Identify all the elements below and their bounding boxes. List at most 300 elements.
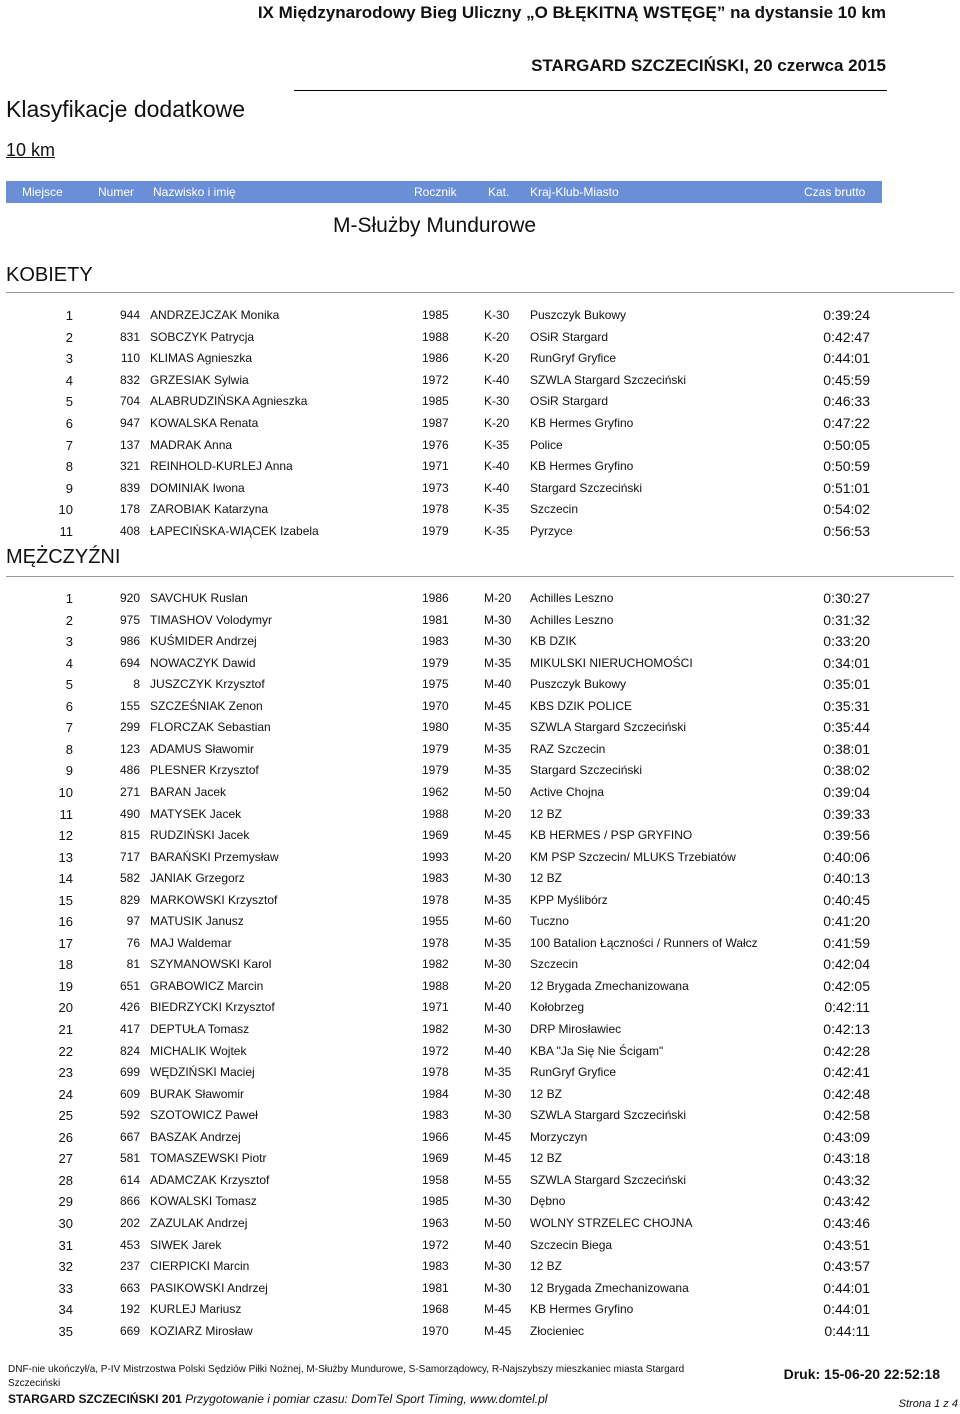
club-cell: KBA "Ja Się Nie Ścigam" [530,1043,664,1058]
year-cell: 1979 [422,524,449,538]
table-row [0,954,960,974]
club-cell: WOLNY STRZELEC CHOJNA [530,1215,693,1230]
name-cell: BURAK Sławomir [150,1086,245,1101]
place-cell: 4 [65,655,73,671]
place-cell: 19 [58,978,73,994]
name-cell: BIEDRZYCKI Krzysztof [150,1000,275,1015]
category-cell: M-35 [484,1065,512,1080]
name-cell: KOWALSKA Renata [150,416,259,430]
club-cell: 12 Brygada Zmechanizowana [530,1280,689,1295]
place-cell: 7 [65,437,73,453]
club-cell: Szczecin [530,502,579,517]
table-row [0,348,960,368]
place-cell: 13 [58,849,73,865]
place-cell: 27 [58,1151,73,1167]
year-cell: 1980 [422,720,449,735]
year-cell: 1982 [422,1022,449,1036]
place-cell: 8 [65,741,73,757]
name-cell: TOMASZEWSKI Piotr [150,1151,267,1166]
category-cell: M-50 [484,784,512,799]
name-cell: MADRAK Anna [150,437,233,452]
club-cell: SZWLA Stargard Szczeciński [530,1172,687,1187]
club-cell: 12 BZ [530,1259,563,1274]
table-row [0,1148,960,1168]
number-cell: 986 [119,634,140,649]
number-cell: 486 [119,763,140,778]
place-cell: 32 [58,1259,73,1275]
table-row [0,847,960,867]
year-cell: 1987 [422,416,449,430]
club-cell: Achilles Leszno [530,591,614,605]
footer-credits [8,1392,547,1406]
year-cell: 1976 [422,437,449,452]
club-cell: SZWLA Stargard Szczeciński [530,1108,687,1123]
place-cell: 25 [58,1108,73,1124]
table-row [0,631,960,651]
year-cell: 1962 [422,784,449,799]
name-cell: DOMINIAK Iwona [150,480,245,495]
number-cell: 178 [119,502,140,517]
number-cell: 417 [119,1022,140,1036]
table-row [0,825,960,845]
time-cell: 0:30:27 [823,590,870,606]
name-cell: NOWACZYK Dawid [150,655,256,670]
number-cell: 663 [119,1280,140,1295]
place-cell: 26 [58,1129,73,1145]
number-cell: 592 [119,1108,140,1123]
time-cell: 0:39:56 [823,827,870,844]
name-cell: ALABRUDZIŃSKA Agnieszka [150,394,308,409]
place-cell: 16 [58,914,73,930]
number-cell: 667 [119,1129,140,1144]
number-cell: 824 [119,1043,140,1058]
year-cell: 1970 [422,698,449,713]
category-cell: K-20 [484,329,510,344]
time-cell: 0:35:01 [823,676,870,693]
category-cell: M-60 [484,914,512,929]
place-cell: 10 [58,502,73,518]
club-cell: MIKULSKI NIERUCHOMOŚCI [530,655,693,670]
table-row [0,1321,960,1341]
place-cell: 17 [58,935,73,951]
place-cell: 1 [65,591,73,606]
name-cell: KURLEJ Mariusz [150,1302,242,1317]
time-cell: 0:39:33 [823,805,870,822]
club-cell: Stargard Szczeciński [530,763,643,778]
place-cell: 9 [65,480,73,496]
place-cell: 29 [58,1194,73,1210]
category-cell: M-30 [484,1259,512,1274]
number-cell: 490 [119,806,140,821]
number-cell: 614 [119,1172,140,1187]
table-row [0,610,960,630]
table-row [0,1084,960,1104]
page-number: Strona 1 z 4 [898,1398,958,1410]
category-cell: K-40 [484,459,510,474]
time-cell: 0:54:02 [823,501,870,518]
number-cell: 76 [126,935,140,950]
place-cell: 31 [58,1237,73,1253]
club-cell: KM PSP Szczecin/ MLUKS Trzebiatów [530,849,736,864]
time-cell: 0:44:11 [824,1322,870,1339]
category-cell: K-40 [484,480,510,495]
table-row [0,327,960,347]
club-cell: KB DZIK [530,634,577,649]
place-cell: 34 [58,1302,73,1318]
number-cell: 829 [119,892,140,907]
category-cell: M-30 [484,1086,512,1101]
section-women-title: KOBIETY [6,264,93,286]
club-cell: RunGryf Gryfice [530,1065,617,1080]
table-row [0,435,960,455]
name-cell: ADAMCZAK Krzysztof [150,1172,270,1187]
club-cell: Szczecin Biega [530,1237,613,1252]
place-cell: 4 [65,372,73,388]
time-cell: 0:43:09 [823,1128,870,1145]
time-cell: 0:43:51 [823,1236,870,1253]
club-cell: RAZ Szczecin [530,741,606,756]
name-cell: ŁAPECIŃSKA-WIĄCEK Izabela [150,524,319,538]
time-cell: 0:42:48 [823,1085,870,1102]
year-cell: 1973 [422,480,449,495]
table-row [0,1019,960,1039]
number-cell: 81 [126,957,140,972]
time-cell: 0:31:32 [823,611,870,628]
year-cell: 1978 [422,935,449,950]
name-cell: RUDZIŃSKI Jacek [150,828,250,843]
name-cell: REINHOLD-KURLEJ Anna [150,459,293,474]
table-row [0,1278,960,1298]
name-cell: ANDRZEJCZAK Monika [150,308,280,322]
time-cell: 0:35:44 [823,719,870,736]
table-row [0,1299,960,1319]
number-cell: 704 [119,394,140,409]
name-cell: MATUSIK Janusz [150,914,244,929]
club-cell: KB Hermes Gryfino [530,1302,634,1317]
category-cell: M-45 [484,1151,512,1166]
table-row [0,1105,960,1125]
place-cell: 3 [65,351,73,367]
table-row [0,305,960,325]
number-cell: 299 [119,720,140,735]
club-cell: Dębno [530,1194,566,1209]
header-rule [294,90,887,91]
place-cell: 30 [58,1215,73,1231]
time-cell: 0:44:01 [823,1301,870,1318]
time-cell: 0:35:31 [823,697,870,714]
number-cell: 155 [119,698,140,713]
year-cell: 1970 [422,1323,449,1338]
club-cell: Tuczno [530,914,569,929]
place-cell: 8 [65,459,73,475]
col-year: Rocznik [414,185,457,199]
table-row [0,1191,960,1211]
club-cell: KB Hermes Gryfino [530,459,634,474]
table-row [0,739,960,759]
number-cell: 866 [119,1194,140,1209]
year-cell: 1968 [422,1302,449,1317]
category-cell: M-20 [484,849,512,864]
table-row [0,1170,960,1190]
club-cell: Achilles Leszno [530,612,614,627]
category-cell: M-20 [484,978,512,993]
club-cell: KBS DZIK POLICE [530,698,633,713]
name-cell: SIWEK Jarek [150,1237,222,1252]
name-cell: SZYMANOWSKI Karol [150,957,272,972]
category-cell: K-35 [484,524,510,538]
category-cell: M-35 [484,763,512,778]
table-row [0,478,960,498]
club-cell: OSiR Stargard [530,394,609,409]
place-cell: 20 [58,1000,73,1016]
year-cell: 1984 [422,1086,449,1101]
category-cell: M-45 [484,1129,512,1144]
number-cell: 582 [119,871,140,886]
club-cell: Morzyczyn [530,1129,588,1144]
category-cell: K-20 [484,416,510,430]
name-cell: PASIKOWSKI Andrzej [150,1280,268,1295]
year-cell: 1971 [422,1000,449,1015]
year-cell: 1969 [422,828,449,843]
venue-date: STARGARD SZCZECIŃSKI, 20 czerwca 2015 [531,56,886,75]
name-cell: DEPTUŁA Tomasz [150,1022,250,1036]
place-cell: 11 [59,806,73,822]
section-women-rule [6,292,954,293]
column-header-bar [6,181,882,203]
year-cell: 1975 [422,677,449,692]
table-row [0,696,960,716]
table-row [0,868,960,888]
table-row [0,976,960,996]
club-cell: DRP Mirosławiec [530,1022,622,1036]
number-cell: 717 [119,849,140,864]
year-cell: 1978 [422,502,449,517]
club-cell: Szczecin [530,957,579,972]
category-cell: K-30 [484,394,510,409]
category-cell: M-30 [484,871,512,886]
table-row [0,1041,960,1061]
table-row [0,674,960,694]
year-cell: 1978 [422,1065,449,1080]
place-cell: 3 [65,634,73,650]
category-cell: M-30 [484,1108,512,1123]
table-row [0,911,960,931]
place-cell: 23 [58,1065,73,1081]
number-cell: 97 [126,914,140,929]
category-cell: M-35 [484,720,512,735]
col-category: Kat. [488,185,510,199]
club-cell: Puszczyk Bukowy [530,308,627,322]
number-cell: 453 [119,1237,140,1252]
col-time: Czas brutto [804,185,866,199]
table-row [0,588,960,608]
club-cell: Stargard Szczeciński [530,480,643,495]
number-cell: 651 [119,978,140,993]
place-cell: 24 [58,1086,73,1102]
number-cell: 832 [119,372,140,387]
time-cell: 0:42:28 [823,1042,870,1059]
category-cell: M-45 [484,698,512,713]
category-cell: M-40 [484,1237,512,1252]
table-row [0,804,960,824]
time-cell: 0:33:20 [823,633,870,650]
place-cell: 12 [58,828,73,844]
category-cell: M-20 [484,591,512,605]
category-cell: M-40 [484,1000,512,1015]
year-cell: 1969 [422,1151,449,1166]
number-cell: 408 [119,524,140,538]
number-cell: 947 [119,416,140,430]
club-cell: 12 BZ [530,1151,563,1166]
name-cell: SZCZEŚNIAK Zenon [150,698,263,713]
name-cell: MARKOWSKI Krzysztof [150,892,278,907]
time-cell: 0:43:57 [823,1258,870,1275]
place-cell: 2 [65,329,73,345]
name-cell: GRZESIAK Sylwia [150,372,249,387]
name-cell: JUSZCZYK Krzysztof [150,677,265,692]
time-cell: 0:43:32 [823,1171,870,1188]
year-cell: 1979 [422,655,449,670]
time-cell: 0:41:20 [823,913,870,930]
year-cell: 1966 [422,1129,449,1144]
year-cell: 1979 [422,741,449,756]
club-cell: 12 Brygada Zmechanizowana [530,978,689,993]
club-cell: SZWLA Stargard Szczeciński [530,720,687,735]
number-cell: 202 [119,1215,140,1230]
club-cell: KB Hermes Gryfino [530,416,634,430]
category-cell: K-30 [484,308,510,322]
name-cell: ADAMUS Sławomir [150,741,255,756]
time-cell: 0:56:53 [823,523,870,539]
place-cell: 14 [58,871,73,887]
table-row [0,370,960,390]
year-cell: 1981 [422,1280,449,1295]
number-cell: 237 [119,1259,140,1274]
table-row [0,890,960,910]
place-cell: 15 [58,892,73,908]
category-cell: K-35 [484,437,510,452]
year-cell: 1985 [422,308,449,322]
year-cell: 1988 [422,329,449,344]
col-club: Kraj-Klub-Miasto [530,185,619,199]
table-row [0,413,960,433]
time-cell: 0:38:02 [823,762,870,779]
year-cell: 1958 [422,1172,449,1187]
time-cell: 0:46:33 [823,393,870,410]
time-cell: 0:42:11 [824,999,870,1016]
category-cell: M-45 [484,1302,512,1317]
category-cell: M-50 [484,1215,512,1230]
name-cell: SZOTOWICZ Paweł [150,1108,258,1123]
table-row [0,717,960,737]
time-cell: 0:41:59 [823,934,870,951]
club-cell: 12 BZ [530,871,563,886]
number-cell: 699 [119,1065,140,1080]
time-cell: 0:39:04 [823,783,870,800]
number-cell: 271 [119,784,140,799]
year-cell: 1972 [422,1043,449,1058]
number-cell: 975 [119,612,140,627]
year-cell: 1985 [422,394,449,409]
name-cell: KUŚMIDER Andrzej [150,634,257,649]
category-title: M-Służby Mundurowe [333,214,537,237]
time-cell: 0:38:01 [823,740,870,757]
time-cell: 0:44:01 [823,350,870,367]
category-cell: M-30 [484,612,512,627]
number-cell: 192 [119,1302,140,1317]
year-cell: 1986 [422,351,449,366]
table-row [0,1256,960,1276]
category-cell: M-40 [484,1043,512,1058]
number-cell: 831 [119,329,140,344]
table-row [0,653,960,673]
club-cell: Kołobrzeg [530,1000,585,1015]
footer-event-short: STARGARD SZCZECIŃSKI 201 [8,1392,182,1406]
number-cell: 694 [119,655,140,670]
time-cell: 0:40:13 [823,870,870,887]
name-cell: PLESNER Krzysztof [150,763,259,778]
name-cell: FLORCZAK Sebastian [150,720,271,735]
year-cell: 1983 [422,634,449,649]
time-cell: 0:51:01 [823,479,870,496]
place-cell: 1 [65,308,73,323]
club-cell: 12 BZ [530,806,563,821]
year-cell: 1972 [422,372,449,387]
club-cell: Pyrzyce [530,524,573,538]
category-cell: K-20 [484,351,510,366]
number-cell: 944 [119,308,140,322]
table-row [0,1235,960,1255]
category-cell: M-35 [484,741,512,756]
distance-label: 10 km [6,140,56,160]
category-cell: M-20 [484,806,512,821]
club-cell: Police [530,437,563,452]
category-cell: M-55 [484,1172,512,1187]
name-cell: KLIMAS Agnieszka [150,351,253,366]
name-cell: TIMASHOV Volodymyr [150,612,273,627]
event-title: IX Międzynarodowy Bieg Uliczny „O BŁĘKITNĄ WSTĘGĘ” na dystansie 10 km [257,3,886,22]
category-cell: M-40 [484,677,512,692]
number-cell: 321 [119,459,140,474]
print-timestamp: Druk: 15-06-20 22:52:18 [783,1366,940,1382]
time-cell: 0:42:58 [823,1107,870,1124]
name-cell: MICHALIK Wojtek [150,1043,247,1058]
time-cell: 0:40:45 [823,891,870,908]
place-cell: 33 [58,1280,73,1296]
name-cell: BARAŃSKI Przemysław [150,849,279,864]
place-cell: 21 [58,1022,73,1037]
place-cell: 9 [65,763,73,779]
number-cell: 669 [119,1323,140,1338]
category-cell: M-30 [484,1022,512,1036]
table-row [0,521,960,541]
time-cell: 0:42:05 [823,977,870,994]
footer-legend-line1: DNF-nie ukończył/a, P-IV Mistrzostwa Polski Sędziów Piłki Nożnej, M-Służby Mundurowe, S-Samorządowcy, R-Najszybszy mieszkaniec miasta Stargard [8,1364,685,1375]
table-row [0,456,960,476]
time-cell: 0:40:06 [823,848,870,865]
place-cell: 5 [65,394,73,410]
table-row [0,1213,960,1233]
name-cell: MAJ Waldemar [150,935,232,950]
number-cell: 839 [119,480,140,495]
section-men-title: MĘŻCZYŹNI [6,546,121,568]
footer-legend-line2: Szczeciński [8,1378,61,1389]
year-cell: 1955 [422,914,449,929]
number-cell: 123 [119,741,140,756]
name-cell: WĘDZIŃSKI Maciej [150,1065,255,1080]
name-cell: BASZAK Andrzej [150,1129,241,1144]
category-cell: M-30 [484,634,512,649]
